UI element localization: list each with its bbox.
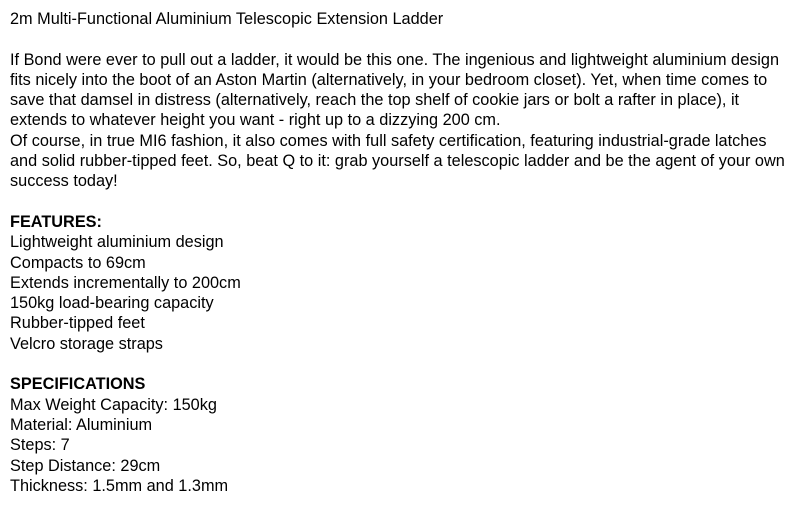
feature-item: Extends incrementally to 200cm: [10, 273, 241, 292]
features-list: [10, 232, 795, 354]
features-heading: FEATURES:: [10, 212, 102, 231]
intro-paragraph: Of course, in true MI6 fashion, it also comes with full safety certification, featuring industrial-grade latches and solid rubber-tipped feet. So, beat Q to it: grab yourself a telescopic ladder and be the agent of your own success today!: [10, 131, 785, 191]
spacer: [10, 192, 795, 212]
feature-item: Compacts to 69cm: [10, 253, 146, 272]
specification-item: Max Weight Capacity: 150kg: [10, 395, 217, 414]
feature-item: Rubber-tipped feet: [10, 314, 145, 333]
feature-item: Velcro storage straps: [10, 334, 163, 353]
specifications-heading: SPECIFICATIONS: [10, 375, 146, 394]
spacer: [10, 29, 795, 49]
product-title: 2m Multi-Functional Aluminium Telescopic Extension Ladder: [10, 10, 444, 28]
feature-item: Lightweight aluminium design: [10, 233, 224, 252]
specification-item: Thickness: 1.5mm and 1.3mm: [10, 476, 229, 495]
specifications-list: [10, 395, 795, 496]
specification-item: Step Distance: 29cm: [10, 456, 161, 475]
specification-item: Material: Aluminium: [10, 415, 153, 434]
product-description: [10, 0, 795, 496]
specification-item: Steps: 7: [10, 436, 70, 455]
feature-item: 150kg load-bearing capacity: [10, 294, 214, 313]
spacer: [10, 354, 795, 374]
intro-paragraph: If Bond were ever to pull out a ladder, it would be this one. The ingenious and lightweight aluminium design fits nicely into the boot of an Aston Martin (alternatively, in your bedroom closet). Yet, when time comes to save that damsel in distress (alternatively, reach the top shelf of cookie jars or bolt a rafter in place), it extends to whatever height you want - right up to a dizzying 200 cm.: [10, 50, 780, 130]
